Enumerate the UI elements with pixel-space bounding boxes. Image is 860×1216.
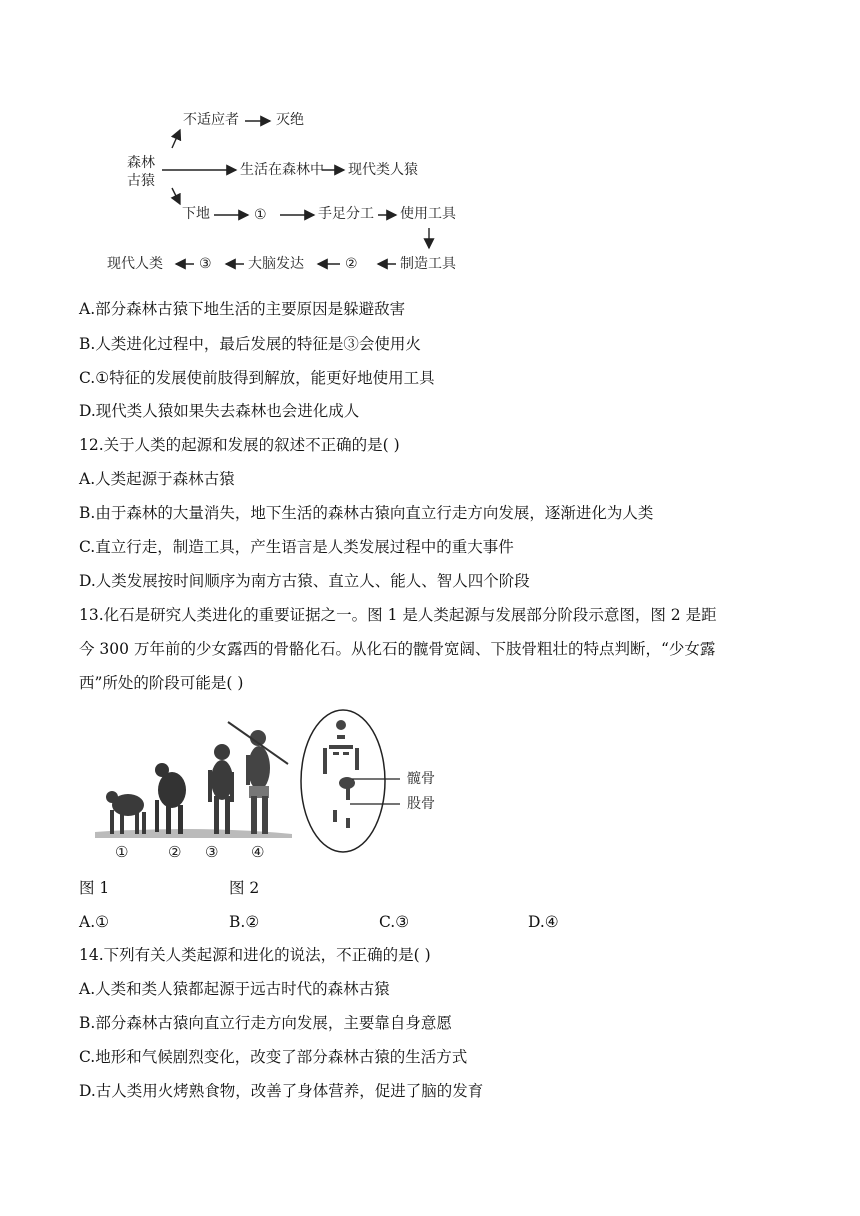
caption-figure-2: 图 2 (229, 879, 260, 897)
q14-option-c: C.地形和气候剧烈变化，改变了部分森林古猿的生活方式 (79, 1048, 468, 1066)
label-femur: 股骨 (407, 796, 435, 812)
q11-option-c: C.①特征的发展使前肢得到解放，能更好地使用工具 (79, 369, 435, 387)
node-modern-humans: 现代人类 (107, 256, 163, 272)
stage-number-1: ① (115, 843, 129, 861)
q12-stem: 12.关于人类的起源和发展的叙述不正确的是( ) (79, 436, 400, 454)
q11-option-b: B.人类进化过程中，最后发展的特征是③会使用火 (79, 335, 421, 353)
evolution-figure (95, 710, 400, 852)
figure-stage-2 (155, 763, 186, 834)
figure-stage-3 (208, 744, 234, 834)
node-unfit: 不适应者 (183, 112, 239, 128)
q12-option-c: C.直立行走，制造工具，产生语言是人类发展过程中的重大事件 (79, 538, 514, 556)
q14-stem: 14.下列有关人类起源和进化的说法，不正确的是( ) (79, 946, 431, 964)
q13-option-c: C.③ (379, 913, 410, 931)
q12-option-d: D.人类发展按时间顺序为南方古猿、直立人、能人、智人四个阶段 (79, 572, 530, 590)
flow-diagram-arrows (162, 121, 429, 264)
arrow-to-ground (172, 188, 180, 204)
figure-stage-1 (106, 791, 146, 834)
lucy-skeleton (323, 720, 359, 828)
q13-option-d: D.④ (528, 913, 559, 931)
node-ground: 下地 (182, 206, 210, 222)
stage-number-3: ③ (205, 843, 219, 861)
node-use-tools: 使用工具 (400, 206, 456, 222)
q14-option-b: B.部分森林古猿向直立行走方向发展，主要靠自身意愿 (79, 1014, 452, 1032)
node-start-line2: 古猿 (127, 173, 155, 189)
node-start-line1: 森林 (127, 155, 155, 171)
node-marker-2: ② (345, 256, 358, 272)
stage-number-2: ② (168, 843, 182, 861)
q13-stem-line2: 今 300 万年前的少女露西的骨骼化石。从化石的髋骨宽阔、下肢骨粗壮的特点判断，“少女露 (79, 640, 716, 658)
q13-option-a: A.① (79, 913, 110, 931)
q12-option-b: B.由于森林的大量消失，地下生活的森林古猿向直立行走方向发展，逐渐进化为人类 (79, 504, 654, 522)
node-hand-foot: 手足分工 (318, 206, 374, 222)
q14-option-d: D.古人类用火烤熟食物，改善了身体营养，促进了脑的发育 (79, 1082, 484, 1100)
label-hip: 髋骨 (407, 771, 435, 787)
stage-number-4: ④ (251, 843, 265, 861)
caption-figure-1: 图 1 (79, 879, 110, 897)
node-marker-3: ③ (199, 256, 212, 272)
node-extinct: 灭绝 (276, 112, 304, 128)
arrow-to-unfit (172, 130, 180, 148)
node-make-tools: 制造工具 (400, 256, 456, 272)
q11-option-a: A.部分森林古猿下地生活的主要原因是躲避敌害 (79, 300, 406, 318)
node-brain: 大脑发达 (248, 256, 304, 272)
figure-stage-4 (228, 722, 288, 834)
q14-option-a: A.人类和类人猿都起源于远古时代的森林古猿 (79, 980, 390, 998)
node-marker-1: ① (254, 207, 267, 223)
node-forest-life: 生活在森林中 (240, 162, 324, 178)
q13-option-b: B.② (229, 913, 260, 931)
q13-stem-line1: 13.化石是研究人类进化的重要证据之一。图 1 是人类起源与发展部分阶段示意图，图 2 是距 (79, 606, 717, 624)
node-modern-apes: 现代类人猿 (348, 162, 418, 178)
q12-option-a: A.人类起源于森林古猿 (79, 470, 235, 488)
q11-option-d: D.现代类人猿如果失去森林也会进化成人 (79, 402, 360, 420)
q13-stem-line3: 西”所处的阶段可能是( ) (79, 674, 244, 692)
